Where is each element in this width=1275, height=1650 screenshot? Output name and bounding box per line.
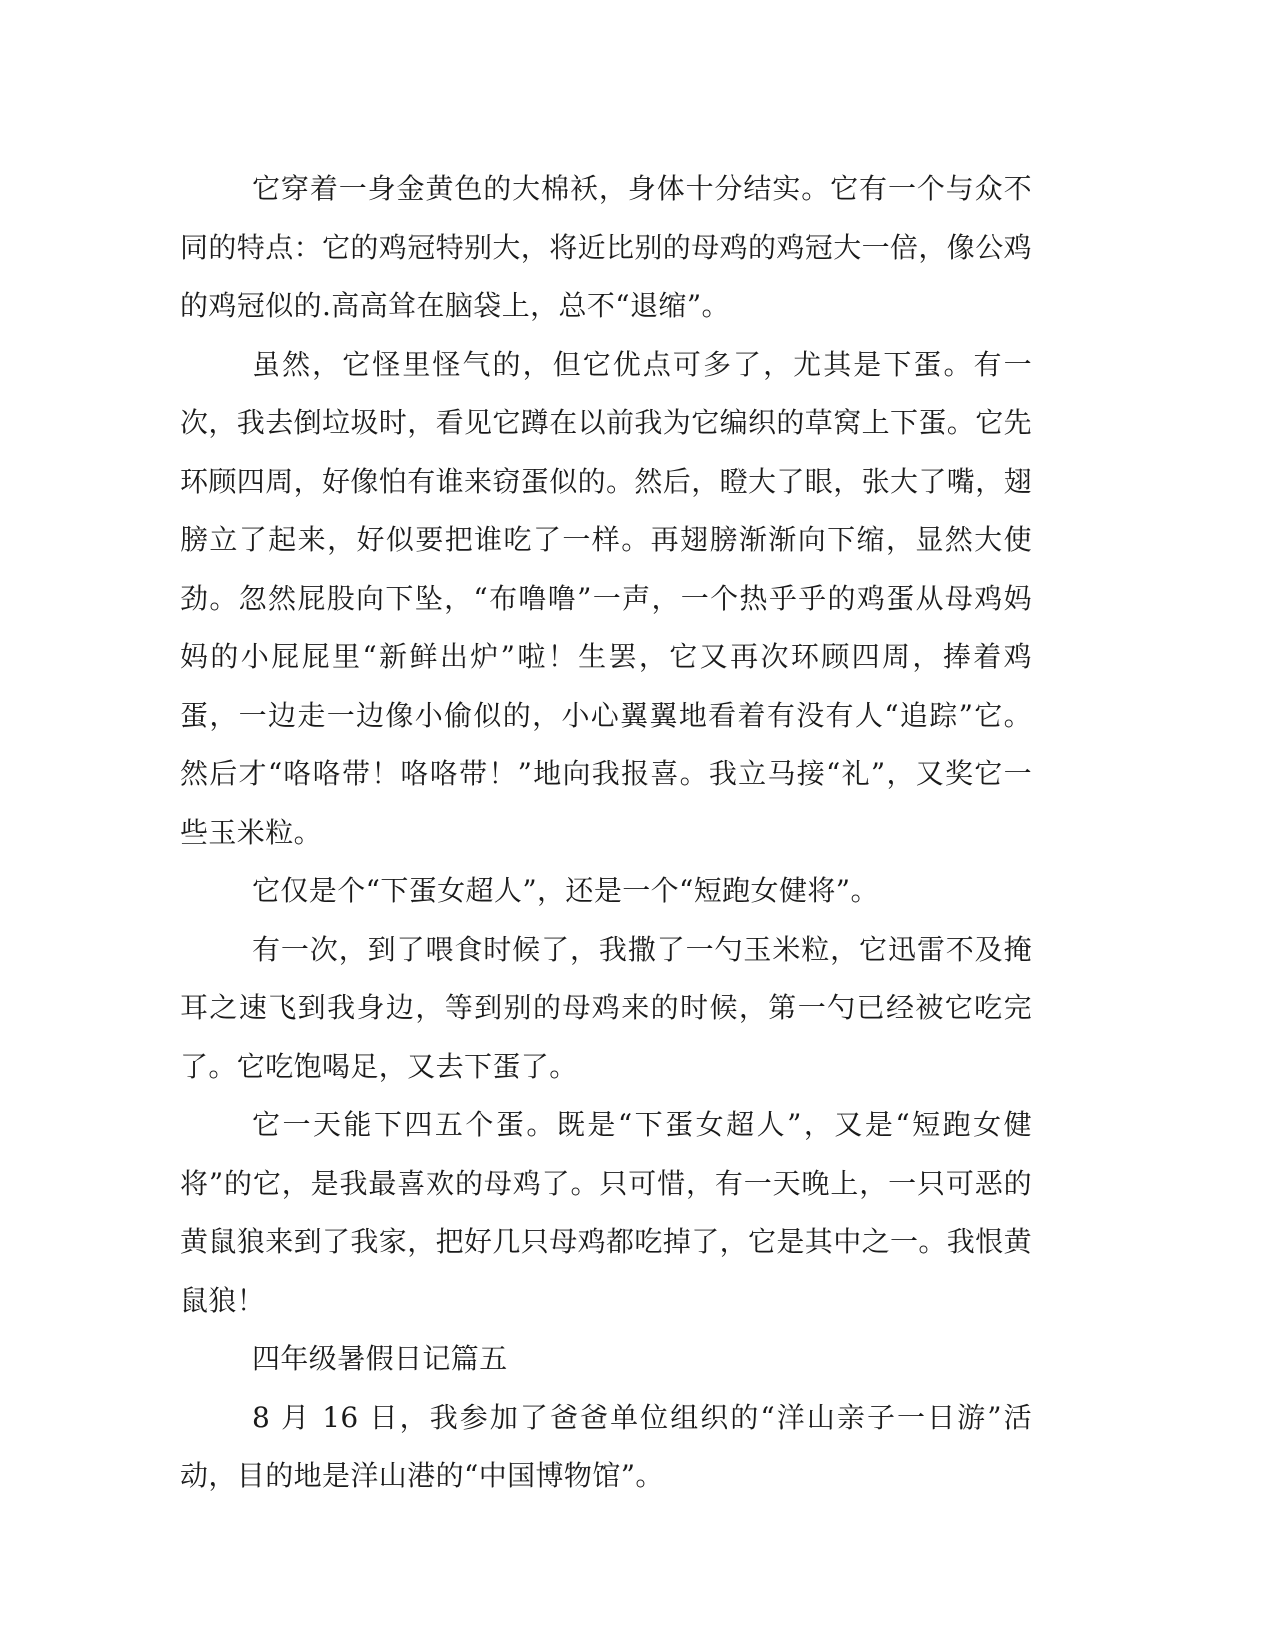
paragraph-yangshan-trip: 8 月 16 日，我参加了爸爸单位组织的“洋山亲子一日游”活动，目的地是洋山港的“中国博物馆”。 [180, 1400, 1032, 1492]
paragraph-laying-egg: 虽然，它怪里怪气的，但它优点可多了，尤其是下蛋。有一次，我去倒垃圾时，看见它蹲在以前我为它编织的草窝上下蛋。它先环顾四周，好像怕有谁来窃蛋似的。然后，瞪大了眼，张大了嘴，翅膀立了起来，好似要把谁吃了一样。再翅膀渐渐向下缩，显然大使劲。忽然屁股向下坠，“布噜噜”一声，一个热乎乎的鸡蛋从母鸡妈妈的小屁屁里“新鲜出炉”啦！生罢，它又再次环顾四周，捧着鸡蛋，一边走一边像小偷似的，小心翼翼地看着有没有人“追踪”它。然后才“咯咯带！咯咯带！”地向我报喜。我立马接“礼”，又奖它一些玉米粒。 [180, 347, 1033, 849]
paragraph-feeding-time: 有一次，到了喂食时候了，我撒了一勺玉米粒，它迅雷不及掩耳之速飞到我身边，等到别的母鸡来的时候，第一勺已经被它吃完了。它吃饱喝足，又去下蛋了。 [180, 932, 1032, 1083]
section-heading-diary-five: 四年级暑假日记篇五 [252, 1342, 508, 1375]
paragraph-hen-appearance: 它穿着一身金黄色的大棉袄，身体十分结实。它有一个与众不同的特点：它的鸡冠特别大，将近比别的母鸡的鸡冠大一倍，像公鸡的鸡冠似的.高高耸在脑袋上，总不“退缩”。 [180, 172, 1033, 322]
paragraph-weasel: 它一天能下四五个蛋。既是“下蛋女超人”，又是“短跑女健将”的它，是我最喜欢的母鸡了。只可惜，有一天晚上，一只可恶的黄鼠狼来到了我家，把好几只母鸡都吃掉了，它是其中之一。我恨黄鼠狼！ [180, 1108, 1033, 1317]
body-text [180, 160, 1032, 1506]
paragraph-super-hen: 它仅是个“下蛋女超人”，还是一个“短跑女健将”。 [252, 874, 879, 907]
